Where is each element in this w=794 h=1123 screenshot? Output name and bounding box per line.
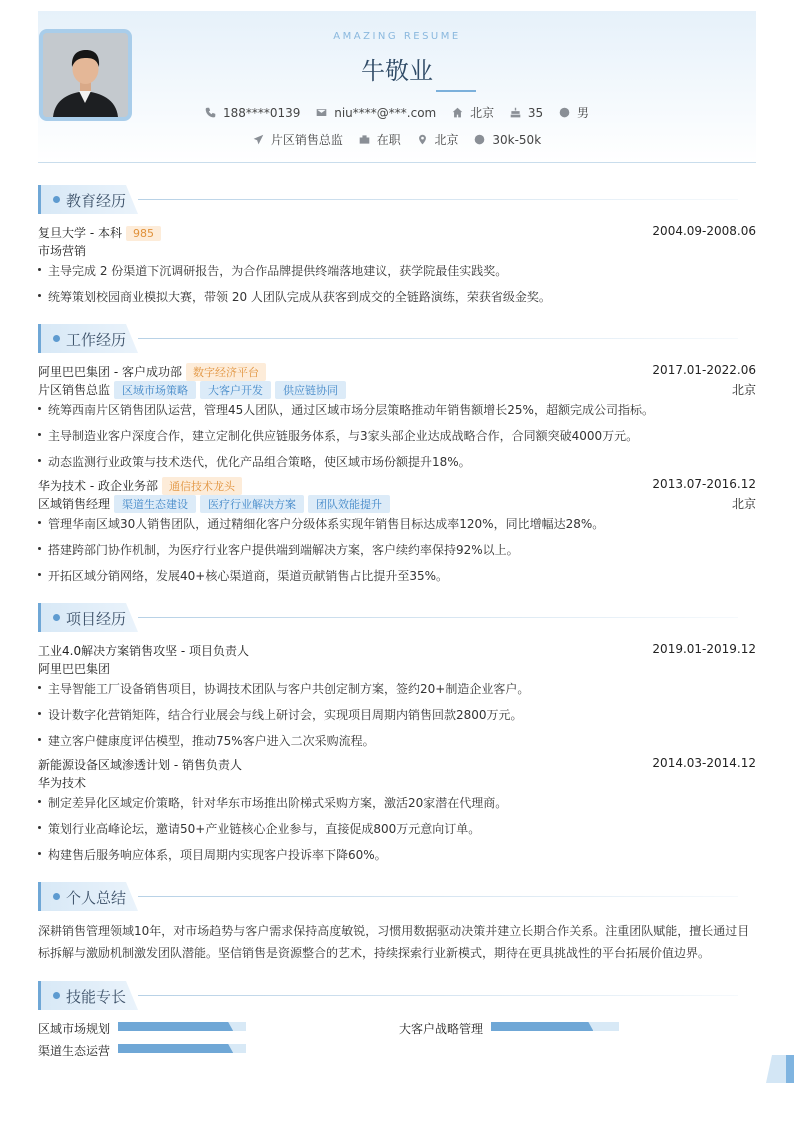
skill-name: 大客户战略管理 — [399, 1022, 484, 1036]
gender-info — [559, 104, 589, 121]
job-intent-row — [38, 131, 756, 148]
skill-tag: 区域市场策略 — [114, 381, 196, 399]
status-text: 在职 — [376, 133, 401, 147]
status-info — [359, 131, 401, 148]
mail-icon — [316, 107, 327, 118]
work-role: 区域销售经理 — [38, 497, 111, 511]
smile-icon — [559, 107, 570, 118]
position-text: 片区销售总监 — [270, 133, 343, 147]
contact-row — [38, 104, 756, 121]
age-text: 35 — [527, 105, 544, 120]
resume-header — [38, 11, 756, 163]
education-major: 市场营销 — [38, 244, 87, 258]
work-dates: 2017.01-2022.06 — [652, 363, 756, 377]
corner-decoration — [766, 1055, 794, 1083]
salary-info — [474, 133, 541, 147]
education-dates: 2004.09-2008.06 — [652, 224, 756, 238]
target-city-text: 北京 — [434, 133, 459, 147]
salary-text: 30k-50k — [492, 132, 542, 147]
work-role-row — [38, 381, 756, 399]
phone-text: 188****0139 — [222, 105, 301, 120]
age-info — [510, 106, 543, 120]
project-org: 华为技术 — [38, 776, 87, 790]
work-dates: 2013.07-2016.12 — [652, 477, 756, 491]
summary-line: 标拆解与激励机制激发团队潜能。坚信销售是资源整合的艺术，持续探索行业新模式，期待在更具挑战性的平台拓展价值边界。 — [38, 946, 711, 960]
skill-level — [118, 1044, 233, 1053]
money-icon — [474, 134, 485, 145]
name-underline — [436, 90, 476, 92]
skill-tag: 供应链协同 — [275, 381, 346, 399]
work-header — [38, 477, 756, 495]
work-role-row — [38, 495, 756, 513]
target-city-info — [417, 131, 459, 148]
send-icon — [253, 134, 264, 145]
section-skills — [38, 981, 756, 1011]
candidate-name: 牛敬业 — [361, 57, 433, 85]
skill-bar — [118, 1044, 246, 1053]
project-org: 阿里巴巴集团 — [38, 662, 111, 676]
cake-icon — [510, 107, 521, 118]
school-tag: 985 — [126, 226, 161, 241]
summary-line: 深耕销售管理领域10年，对市场趋势与客户需求保持高度敏锐，习惯用数据驱动决策并建立长期合作关系。注重团队赋能，擅长通过目 — [38, 924, 750, 938]
skill-level — [491, 1022, 593, 1031]
work-location: 北京 — [731, 497, 756, 511]
skill-tag: 大客户开发 — [200, 381, 271, 399]
skill-tag: 团队效能提升 — [308, 495, 390, 513]
summary-text — [38, 920, 756, 964]
education-header — [38, 224, 756, 241]
school-degree: 复旦大学 - 本科 — [38, 226, 122, 240]
section-summary — [38, 882, 756, 912]
city-info — [452, 104, 494, 121]
home-icon — [452, 107, 463, 118]
section-education — [38, 185, 756, 215]
skill-name: 渠道生态运营 — [38, 1044, 111, 1058]
project-dates: 2019.01-2019.12 — [652, 642, 756, 656]
project-dates: 2014.03-2014.12 — [652, 756, 756, 770]
work-location: 北京 — [731, 383, 756, 397]
work-role: 片区销售总监 — [38, 383, 111, 397]
skill-level — [118, 1022, 233, 1031]
work-company: 华为技术 - 政企业务部 — [38, 479, 158, 493]
section-title: 教育经历 — [66, 192, 127, 210]
gender-text: 男 — [577, 106, 590, 120]
work-company: 阿里巴巴集团 - 客户成功部 — [38, 365, 182, 379]
skill-bar — [118, 1022, 246, 1031]
skill-tag: 医疗行业解决方案 — [200, 495, 304, 513]
project-header — [38, 642, 756, 659]
resume-tagline: AMAZING RESUME — [333, 31, 461, 42]
project-header — [38, 756, 756, 773]
skill-name: 区域市场规划 — [38, 1022, 111, 1036]
section-title: 工作经历 — [66, 331, 127, 349]
location-pin-icon — [417, 134, 428, 145]
phone-icon — [205, 107, 216, 118]
company-tag: 通信技术龙头 — [162, 477, 242, 495]
section-title: 技能专长 — [66, 988, 127, 1006]
briefcase-icon — [359, 134, 370, 145]
skill-bar — [491, 1022, 619, 1031]
project-title: 工业4.0解决方案销售攻坚 - 项目负责人 — [38, 644, 250, 658]
phone-info — [205, 106, 300, 120]
email-info — [316, 106, 436, 120]
section-work — [38, 324, 756, 354]
company-tag: 数字经济平台 — [186, 363, 266, 381]
project-title: 新能源设备区域渗透计划 - 销售负责人 — [38, 758, 242, 772]
city-text: 北京 — [470, 106, 495, 120]
work-header — [38, 363, 756, 381]
section-title: 项目经历 — [66, 610, 127, 628]
section-title: 个人总结 — [66, 889, 127, 907]
email-text: niu****@***.com — [334, 105, 437, 120]
position-info — [253, 131, 343, 148]
skill-tag: 渠道生态建设 — [114, 495, 196, 513]
section-projects — [38, 603, 756, 633]
